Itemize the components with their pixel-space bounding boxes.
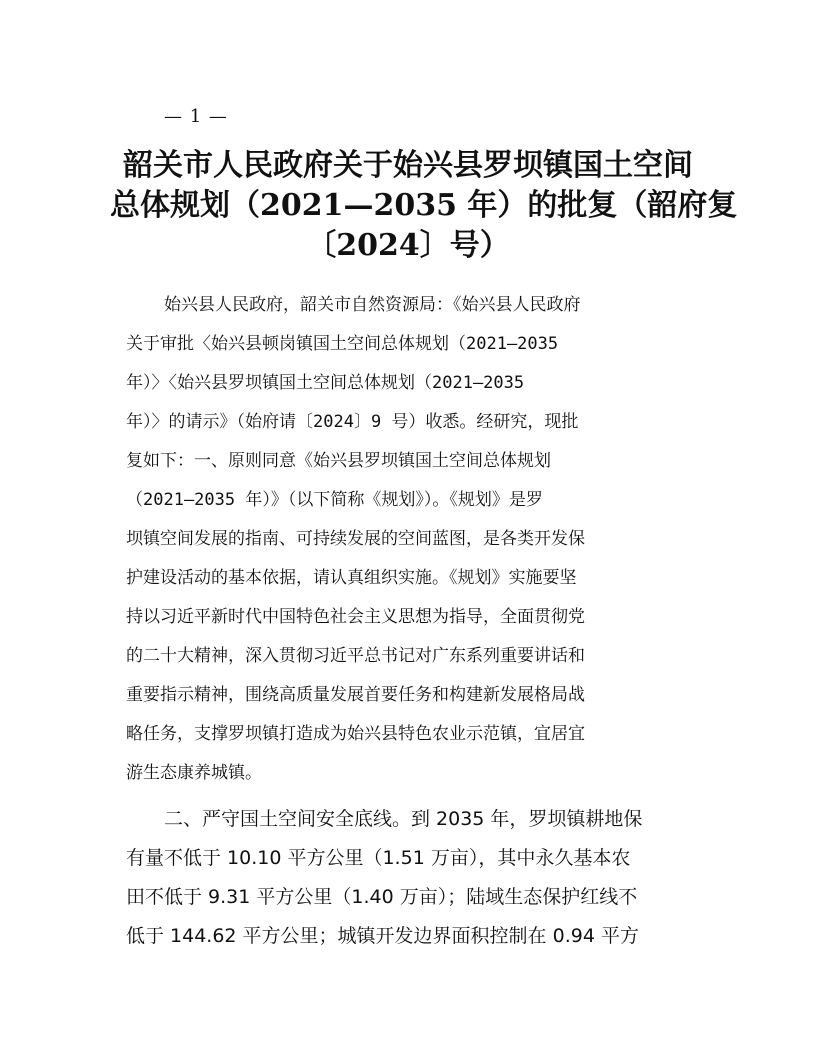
text-line: 始兴县人民政府，韶关市自然资源局：《始兴县人民政府	[164, 295, 581, 315]
text-line: 略任务，支撑罗坝镇打造成为始兴县特色农业示范镇，宜居宜	[126, 724, 585, 744]
paragraph-reply-intro	[126, 286, 692, 793]
text-line: 重要指示精神，围绕高质量发展首要任务和构建新发展格局战	[126, 685, 585, 705]
text-line: 有量不低于 10.10 平方公里（1.51 万亩），其中永久基本农	[126, 847, 631, 869]
page-number: — 1 —	[164, 106, 228, 127]
text-line: 二、严守国土空间安全底线。到 2035 年，罗坝镇耕地保	[164, 808, 643, 830]
text-line: 复如下：一、原则同意《始兴县罗坝镇国土空间总体规划	[126, 451, 551, 471]
text-line: 关于审批〈始兴县顿岗镇国土空间总体规划（2021—2035	[126, 334, 559, 354]
title-line: 〔2024〕号）	[306, 228, 510, 263]
text-line: 坝镇空间发展的指南、可持续发展的空间蓝图，是各类开发保	[126, 529, 585, 549]
text-line: 田不低于 9.31 平方公里（1.40 万亩）；陆域生态保护红线不	[126, 886, 638, 908]
paragraph-safety-baseline	[126, 800, 692, 956]
text-line: （2021—2035 年）》（以下简称《规划》）。《规划》是罗	[126, 490, 543, 510]
text-line: 护建设活动的基本依据，请认真组织实施。《规划》实施要坚	[126, 568, 577, 588]
text-line: 年）〉的请示》（始府请〔2024〕9 号）收悉。经研究，现批	[126, 412, 579, 432]
title-line: 韶关市人民政府关于始兴县罗坝镇国土空间	[123, 148, 693, 183]
text-line: 游生态康养城镇。	[126, 763, 262, 783]
text-line: 的二十大精神，深入贯彻习近平总书记对广东系列重要讲话和	[126, 646, 585, 666]
document-title	[110, 146, 738, 266]
text-line: 低于 144.62 平方公里；城镇开发边界面积控制在 0.94 平方	[126, 925, 639, 947]
title-line: 总体规划（2021—2035 年）的批复（韶府复	[110, 188, 738, 223]
text-line: 年）〉〈始兴县罗坝镇国土空间总体规划（2021—2035	[126, 373, 525, 393]
text-line: 持以习近平新时代中国特色社会主义思想为指导，全面贯彻党	[126, 607, 585, 627]
